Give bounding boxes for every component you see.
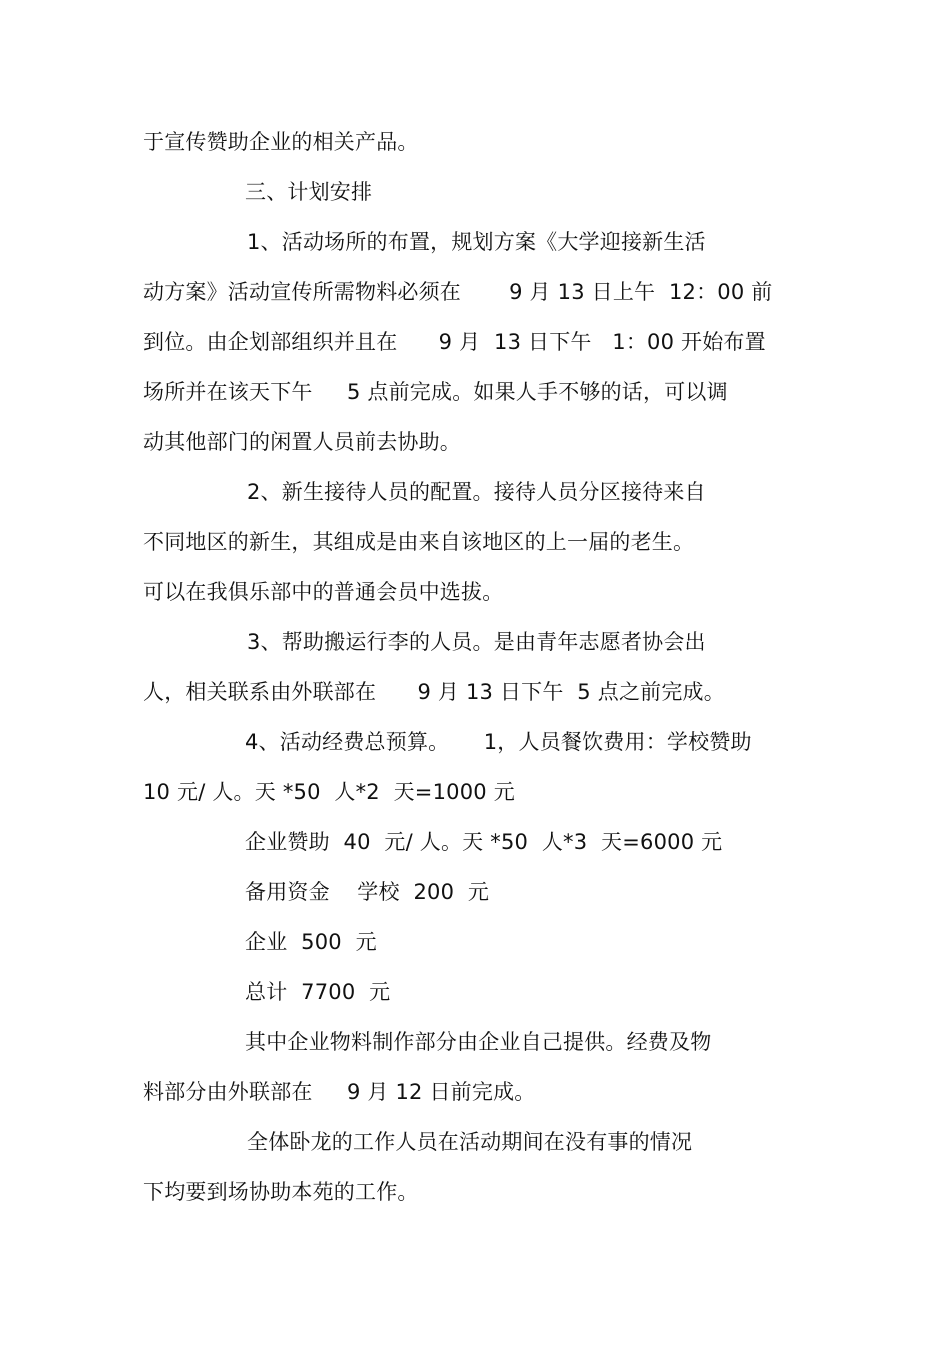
text-line: 不同地区的新生，其组成是由来自该地区的上一届的老生。 — [143, 530, 695, 554]
text-line: 4、活动经费总预算。 1，人员餐饮费用：学校赞助 — [245, 730, 752, 754]
text-line: 备用资金 学校 200 元 — [245, 880, 490, 904]
text-line: 到位。由企划部组织并且在 9 月 13 日下午 1：00 开始布置 — [143, 330, 766, 354]
text-line: 全体卧龙的工作人员在活动期间在没有事的情况 — [247, 1130, 693, 1154]
text-line: 于宣传赞助企业的相关产品。 — [143, 130, 419, 154]
text-line: 企业 500 元 — [245, 930, 377, 954]
text-line: 10 元/ 人。天 *50 人*2 天=1000 元 — [143, 780, 515, 804]
text-line: 3、帮助搬运行李的人员。是由青年志愿者协会出 — [247, 630, 706, 654]
section-heading: 三、计划安排 — [245, 180, 373, 204]
text-line: 其中企业物料制作部分由企业自己提供。经费及物 — [245, 1030, 712, 1054]
text-line: 2、新生接待人员的配置。接待人员分区接待来自 — [247, 480, 706, 504]
text-line: 总计 7700 元 — [245, 980, 391, 1004]
text-line: 料部分由外联部在 9 月 12 日前完成。 — [143, 1080, 536, 1104]
text-line: 企业赞助 40 元/ 人。天 *50 人*3 天=6000 元 — [245, 830, 723, 854]
text-line: 动方案》活动宣传所需物料必须在 9 月 13 日上午 12：00 前 — [143, 280, 773, 304]
text-line: 场所并在该天下午 5 点前完成。如果人手不够的话，可以调 — [143, 380, 728, 404]
text-line: 动其他部门的闲置人员前去协助。 — [143, 430, 461, 454]
text-line: 1、活动场所的布置，规划方案《大学迎接新生活 — [247, 230, 706, 254]
text-line: 可以在我俱乐部中的普通会员中选拔。 — [143, 580, 504, 604]
text-line: 人，相关联系由外联部在 9 月 13 日下午 5 点之前完成。 — [143, 680, 725, 704]
text-line: 下均要到场协助本苑的工作。 — [143, 1180, 419, 1204]
